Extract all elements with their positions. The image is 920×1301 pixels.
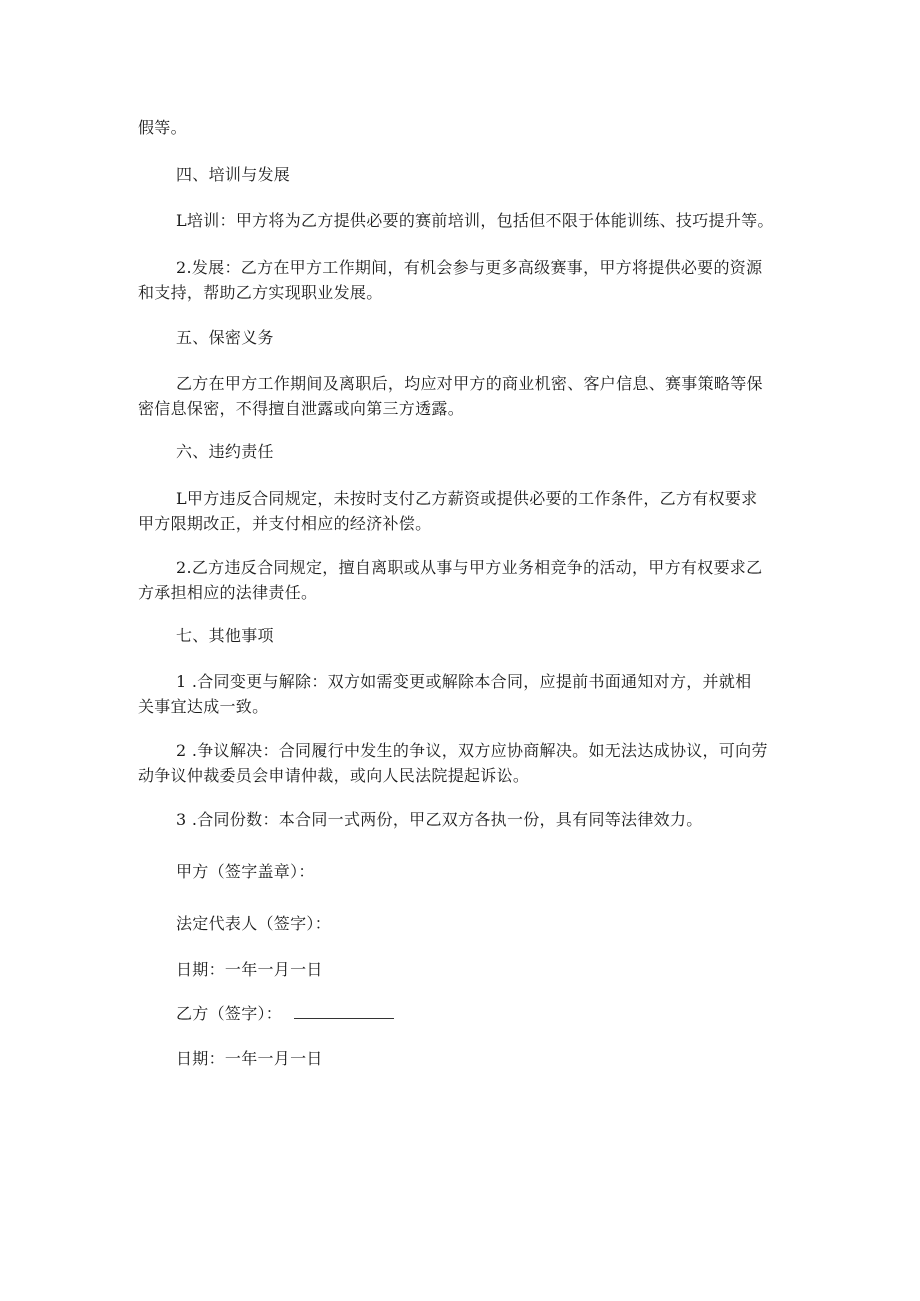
clause-development-line2: 和支持，帮助乙方实现职业发展。 (138, 283, 383, 302)
clause-liability-1-line1: L甲方违反合同规定，未按时支付乙方薪资或提供必要的工作条件，乙方有权要求 (176, 489, 758, 508)
text-line-continuation: 假等。 (138, 118, 187, 137)
party-a-date-label: 日期：一年一月一日 (176, 960, 323, 979)
section-heading-confidentiality: 五、保密义务 (176, 328, 274, 347)
clause-development-line1: 2.发展：乙方在甲方工作期间，有机会参与更多高级赛事，甲方将提供必要的资源 (176, 258, 763, 277)
clause-liability-2-line1: 2.乙方违反合同规定，擅自离职或从事与甲方业务相竞争的活动，甲方有权要求乙 (176, 558, 763, 577)
party-b-signature-row (176, 1003, 394, 1025)
party-b-date-label: 日期：一年一月一日 (176, 1049, 323, 1068)
party-a-signature-label: 甲方（签字盖章）： (176, 862, 315, 881)
clause-training: L培训：甲方将为乙方提供必要的赛前培训，包括但不限于体能训练、技巧提升等。 (176, 211, 774, 230)
clause-liability-1-line2: 甲方限期改正，并支付相应的经济补偿。 (138, 514, 432, 533)
clause-other-2-line1: 2 .争议解决：合同履行中发生的争议，双方应协商解决。如无法达成协议，可向劳 (176, 741, 768, 760)
section-heading-other: 七、其他事项 (176, 626, 274, 645)
clause-other-1-line2: 关事宜达成一致。 (138, 697, 269, 716)
clause-other-3: 3 .合同份数：本合同一式两份，甲乙双方各执一份，具有同等法律效力。 (176, 810, 703, 829)
clause-other-1-line1: 1 .合同变更与解除：双方如需变更或解除本合同，应提前书面通知对方，并就相 (176, 672, 752, 691)
section-heading-liability: 六、违约责任 (176, 442, 274, 461)
clause-other-2-line2: 动争议仲裁委员会申请仲裁，或向人民法院提起诉讼。 (138, 766, 530, 785)
legal-representative-signature-label: 法定代表人（签字）： (176, 914, 332, 933)
section-heading-training: 四、培训与发展 (176, 165, 291, 184)
clause-liability-2-line2: 方承担相应的法律责任。 (138, 583, 318, 602)
party-b-signature-label: 乙方（签字）： (176, 1004, 283, 1023)
clause-confidentiality-line1: 乙方在甲方工作期间及离职后，均应对甲方的商业机密、客户信息、赛事策略等保 (176, 374, 763, 393)
clause-confidentiality-line2: 密信息保密，不得擅自泄露或向第三方透露。 (138, 399, 465, 418)
party-b-signature-line (294, 1004, 394, 1019)
